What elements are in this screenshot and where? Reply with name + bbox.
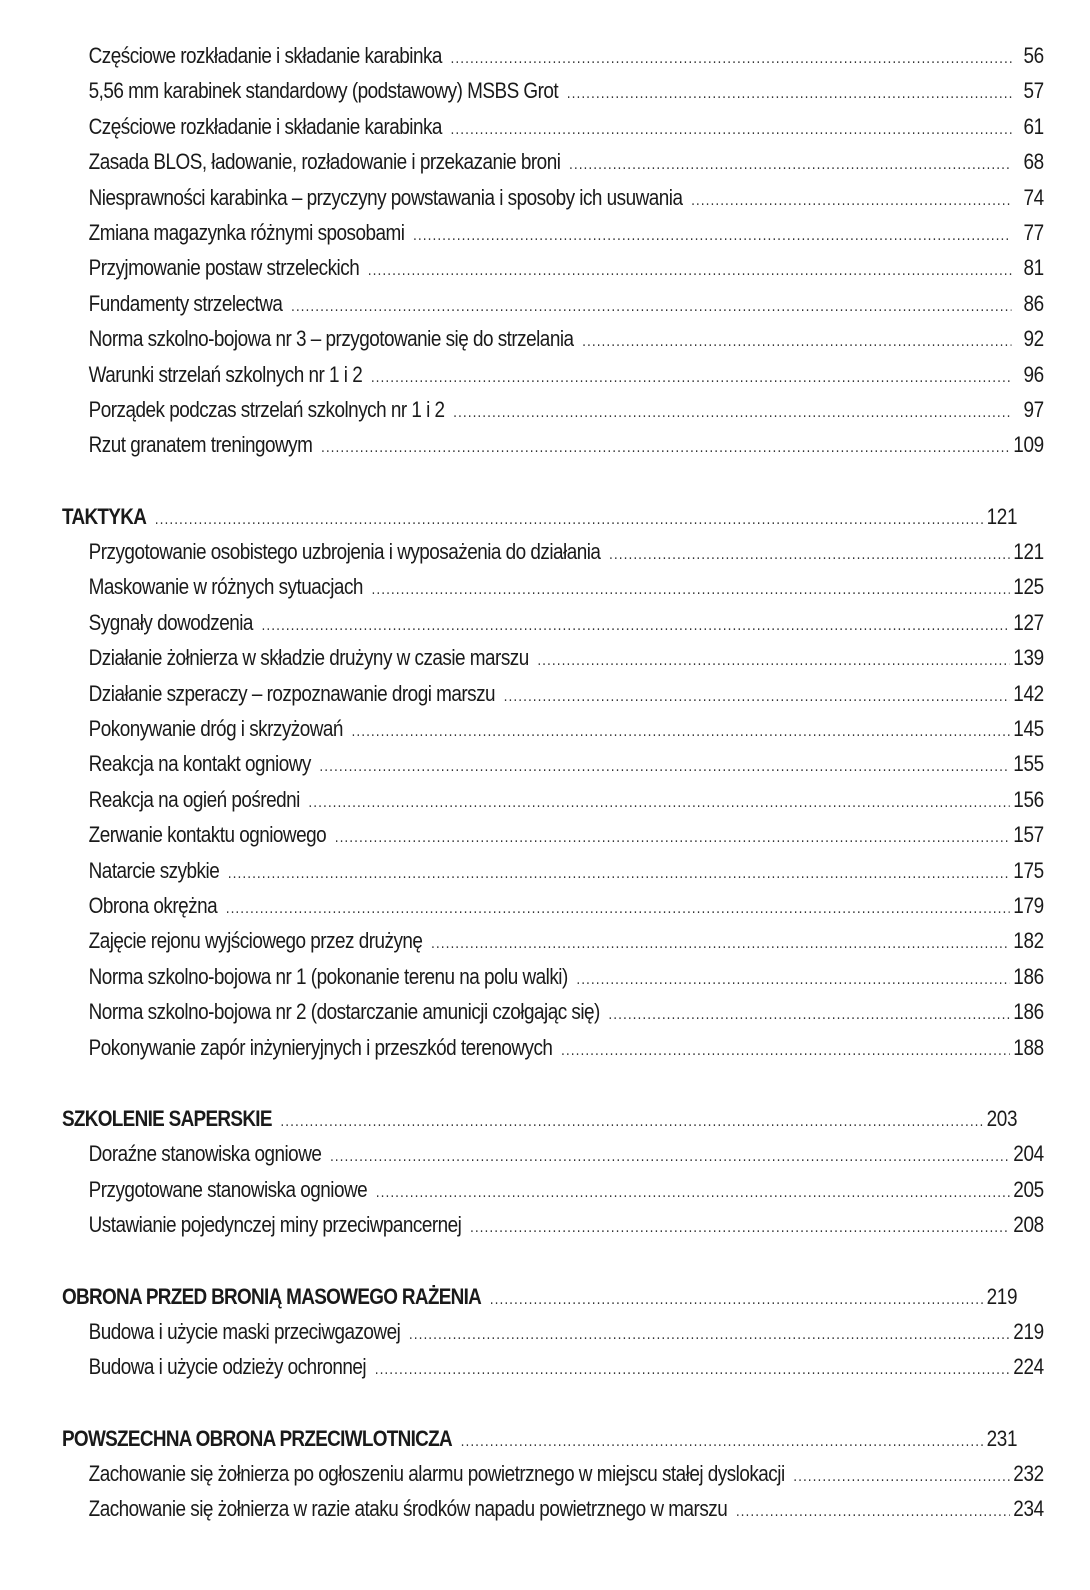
toc-entry[interactable] (62, 534, 1044, 569)
toc-entry-title: Doraźne stanowiska ogniowe (88, 1141, 322, 1167)
toc-entry[interactable] (62, 1349, 1044, 1384)
toc-page-number: 77 (1023, 219, 1044, 245)
toc-page-number: 56 (1023, 43, 1044, 68)
toc-page-number: 109 (1013, 432, 1044, 458)
toc-entry-title: Przygotowanie osobistego uzbrojenia i wyposażenia do działania (88, 539, 601, 565)
dot-leader (451, 112, 1012, 147)
toc-entry-title: Działanie szperaczy – rozpoznawanie drogi marszu (88, 680, 496, 706)
toc-entry[interactable] (62, 250, 1044, 285)
toc-entry[interactable] (62, 853, 1044, 888)
toc-entry-title: Maskowanie w różnych sytuacjach (88, 574, 363, 600)
toc-entry-title: Ustawianie pojedynczej miny przeciwpancernej (88, 1212, 462, 1238)
toc-entry-title: SZKOLENIE SAPERSKIE (62, 1105, 272, 1131)
dot-leader (569, 147, 1011, 182)
toc-entry[interactable] (62, 109, 1044, 144)
dot-leader (736, 1494, 1010, 1529)
toc-page-number: 92 (1023, 326, 1044, 352)
toc-page-number: 57 (1023, 78, 1044, 104)
toc-entry[interactable] (62, 286, 1044, 321)
toc-entry-title: Zajęcie rejonu wyjściowego przez drużynę (88, 928, 423, 954)
toc-page-number: 127 (1013, 609, 1044, 635)
toc-page-number: 86 (1023, 290, 1044, 316)
toc-page-number: 186 (1013, 963, 1044, 989)
toc-page-number: 125 (1013, 574, 1044, 600)
dot-leader (376, 1175, 1010, 1210)
toc-page-number: 188 (1013, 1034, 1044, 1060)
toc-page-number: 157 (1013, 822, 1044, 848)
toc-entry[interactable] (62, 180, 1044, 215)
dot-leader (537, 643, 1010, 678)
toc-entry[interactable] (62, 1456, 1044, 1491)
dot-leader (451, 41, 1012, 76)
toc-entry[interactable] (62, 38, 1044, 73)
toc-entry-title: Budowa i użycie maski przeciwgazowej (88, 1318, 401, 1344)
toc-section-heading[interactable] (62, 1101, 1017, 1136)
dot-leader (461, 1424, 984, 1459)
dot-leader (567, 76, 1011, 111)
toc-entry[interactable] (62, 959, 1044, 994)
toc-page-number: 232 (1013, 1461, 1044, 1487)
toc-entry[interactable] (62, 888, 1044, 923)
toc-entry[interactable] (62, 782, 1044, 817)
toc-entry[interactable] (62, 1491, 1044, 1526)
toc-entry-title: Zerwanie kontaktu ogniowego (88, 822, 327, 848)
dot-leader (409, 1317, 1010, 1352)
toc-section-heading[interactable] (62, 1421, 1017, 1456)
toc-entry-title: Zachowanie się żołnierza w razie ataku środków napadu powietrznego w marszu (88, 1496, 728, 1522)
dot-leader (470, 1210, 1010, 1245)
dot-leader (504, 679, 1010, 714)
toc-entry-title: Częściowe rozkładanie i składanie karabinka (88, 113, 442, 139)
dot-leader (375, 1352, 1010, 1387)
toc-entry[interactable] (62, 427, 1044, 462)
dot-leader (608, 997, 1009, 1032)
toc-entry[interactable] (62, 357, 1044, 392)
section-spacer (62, 463, 1017, 499)
toc-section-heading[interactable] (62, 499, 1017, 534)
dot-leader (413, 218, 1011, 253)
dot-leader (226, 891, 1010, 926)
section-spacer (62, 1065, 1017, 1101)
toc-entry-title: POWSZECHNA OBRONA PRZECIWLOTNICZA (62, 1425, 453, 1451)
toc-entry[interactable] (62, 1207, 1044, 1242)
toc-page-number: 121 (1013, 539, 1044, 565)
toc-page-number: 81 (1023, 255, 1044, 281)
toc-entry-title: Natarcie szybkie (88, 857, 220, 883)
toc-page-number: 96 (1023, 361, 1044, 387)
toc-entry[interactable] (62, 605, 1044, 640)
toc-entry-title: Pokonywanie dróg i skrzyżowań (88, 716, 343, 742)
dot-leader (262, 608, 1010, 643)
toc-page-number: 68 (1023, 149, 1044, 175)
toc-entry[interactable] (62, 640, 1044, 675)
dot-leader (352, 714, 1010, 749)
toc-page-number: 186 (1013, 999, 1044, 1025)
toc-entry-title: Przyjmowanie postaw strzeleckich (88, 255, 360, 281)
toc-entry-title: 5,56 mm karabinek standardowy (podstawowy) MSBS Grot (88, 78, 559, 104)
toc-entry-title: Warunki strzelań szkolnych nr 1 i 2 (88, 361, 363, 387)
toc-page-number: 204 (1013, 1141, 1044, 1167)
toc-entry[interactable] (62, 392, 1044, 427)
toc-entry[interactable] (62, 676, 1044, 711)
toc-entry-title: Częściowe rozkładanie i składanie karabinka (88, 43, 442, 68)
toc-entry-title: Norma szkolno-bojowa nr 3 – przygotowanie się do strzelania (88, 326, 574, 352)
dot-leader (308, 785, 1009, 820)
toc-page-number: 74 (1023, 184, 1044, 210)
toc-entry-title: Reakcja na kontakt ogniowy (88, 751, 311, 777)
dot-leader (228, 856, 1010, 891)
toc-page-number: 175 (1013, 857, 1044, 883)
toc-entry[interactable] (62, 144, 1044, 179)
toc-page-number: 234 (1013, 1496, 1044, 1522)
toc-page-number: 182 (1013, 928, 1044, 954)
toc-entry-title: Zasada BLOS, ładowanie, rozładowanie i przekazanie broni (88, 149, 561, 175)
toc-entry[interactable] (62, 1030, 1044, 1065)
toc-entry[interactable] (62, 711, 1044, 746)
dot-leader (609, 537, 1010, 572)
toc-entry[interactable] (62, 1314, 1044, 1349)
dot-leader (691, 183, 1011, 218)
toc-page-number: 208 (1013, 1212, 1044, 1238)
dot-leader (155, 502, 983, 537)
dot-leader (453, 395, 1011, 430)
toc-page-number: 205 (1013, 1176, 1044, 1202)
dot-leader (561, 1033, 1010, 1068)
toc-page-number: 219 (1013, 1318, 1044, 1344)
dot-leader (371, 360, 1011, 395)
toc-entry-title: Reakcja na ogień pośredni (88, 786, 300, 812)
toc-entry-title: TAKTYKA (62, 503, 147, 529)
toc-entry[interactable] (62, 215, 1044, 250)
toc-page-number: 155 (1013, 751, 1044, 777)
toc-entry-title: Rzut granatem treningowym (88, 432, 313, 458)
section-spacer (62, 1385, 1017, 1421)
toc-page-number: 142 (1013, 680, 1044, 706)
toc-entry-title: Zachowanie się żołnierza po ogłoszeniu alarmu powietrznego w miejscu stałej dyslokacji (88, 1461, 785, 1487)
dot-leader (319, 749, 1009, 784)
dot-leader (793, 1459, 1010, 1494)
toc-page-number: 179 (1013, 892, 1044, 918)
dot-leader (321, 430, 1010, 465)
toc-entry-title: Fundamenty strzelectwa (88, 290, 283, 316)
dot-leader (576, 962, 1009, 997)
toc-page-number: 224 (1013, 1354, 1044, 1380)
dot-leader (368, 253, 1011, 288)
dot-leader (431, 926, 1010, 961)
toc-entry-title: Norma szkolno-bojowa nr 2 (dostarczanie amunicji czołgając się) (88, 999, 600, 1025)
toc-entry-title: Niesprawności karabinka – przyczyny powstawania i sposoby ich usuwania (88, 184, 683, 210)
toc-page-number: 121 (986, 503, 1018, 529)
section-spacer (62, 1243, 1017, 1279)
toc-page-number: 219 (986, 1283, 1018, 1309)
toc-entry-title: Budowa i użycie odzieży ochronnej (88, 1354, 367, 1380)
dot-leader (372, 572, 1010, 607)
toc-entry-title: Pokonywanie zapór inżynieryjnych i przeszkód terenowych (88, 1034, 553, 1060)
toc-entry[interactable] (62, 817, 1044, 852)
toc-page-number: 231 (986, 1425, 1018, 1451)
toc-entry[interactable] (62, 1136, 1044, 1171)
toc-page-number: 97 (1023, 396, 1044, 422)
toc-page-number: 156 (1013, 786, 1044, 812)
toc-section-heading[interactable] (62, 1279, 1017, 1314)
table-of-contents (62, 38, 1044, 1527)
toc-entry[interactable] (62, 994, 1044, 1029)
toc-page-number: 61 (1023, 113, 1044, 139)
toc-entry-title: Sygnały dowodzenia (88, 609, 253, 635)
dot-leader (335, 820, 1010, 855)
toc-entry-title: Porządek podczas strzelań szkolnych nr 1 i 2 (88, 396, 445, 422)
dot-leader (330, 1139, 1010, 1174)
dot-leader (280, 1104, 983, 1139)
toc-entry[interactable] (62, 569, 1044, 604)
toc-page-number: 203 (986, 1105, 1018, 1131)
toc-entry[interactable] (62, 73, 1044, 108)
toc-entry[interactable] (62, 923, 1044, 958)
toc-entry-title: Przygotowane stanowiska ogniowe (88, 1176, 368, 1202)
dot-leader (490, 1282, 983, 1317)
toc-entry[interactable] (62, 321, 1044, 356)
toc-page-number: 145 (1013, 716, 1044, 742)
toc-entry-title: OBRONA PRZED BRONIĄ MASOWEGO RAŻENIA (62, 1283, 482, 1309)
dot-leader (291, 289, 1011, 324)
dot-leader (582, 324, 1011, 359)
toc-entry[interactable] (62, 1172, 1044, 1207)
toc-entry[interactable] (62, 746, 1044, 781)
toc-entry-title: Działanie żołnierza w składzie drużyny w czasie marszu (88, 645, 529, 671)
toc-page-number: 139 (1013, 645, 1044, 671)
toc-entry-title: Zmiana magazynka różnymi sposobami (88, 219, 405, 245)
toc-entry-title: Norma szkolno-bojowa nr 1 (pokonanie terenu na polu walki) (88, 963, 568, 989)
toc-entry-title: Obrona okrężna (88, 892, 218, 918)
